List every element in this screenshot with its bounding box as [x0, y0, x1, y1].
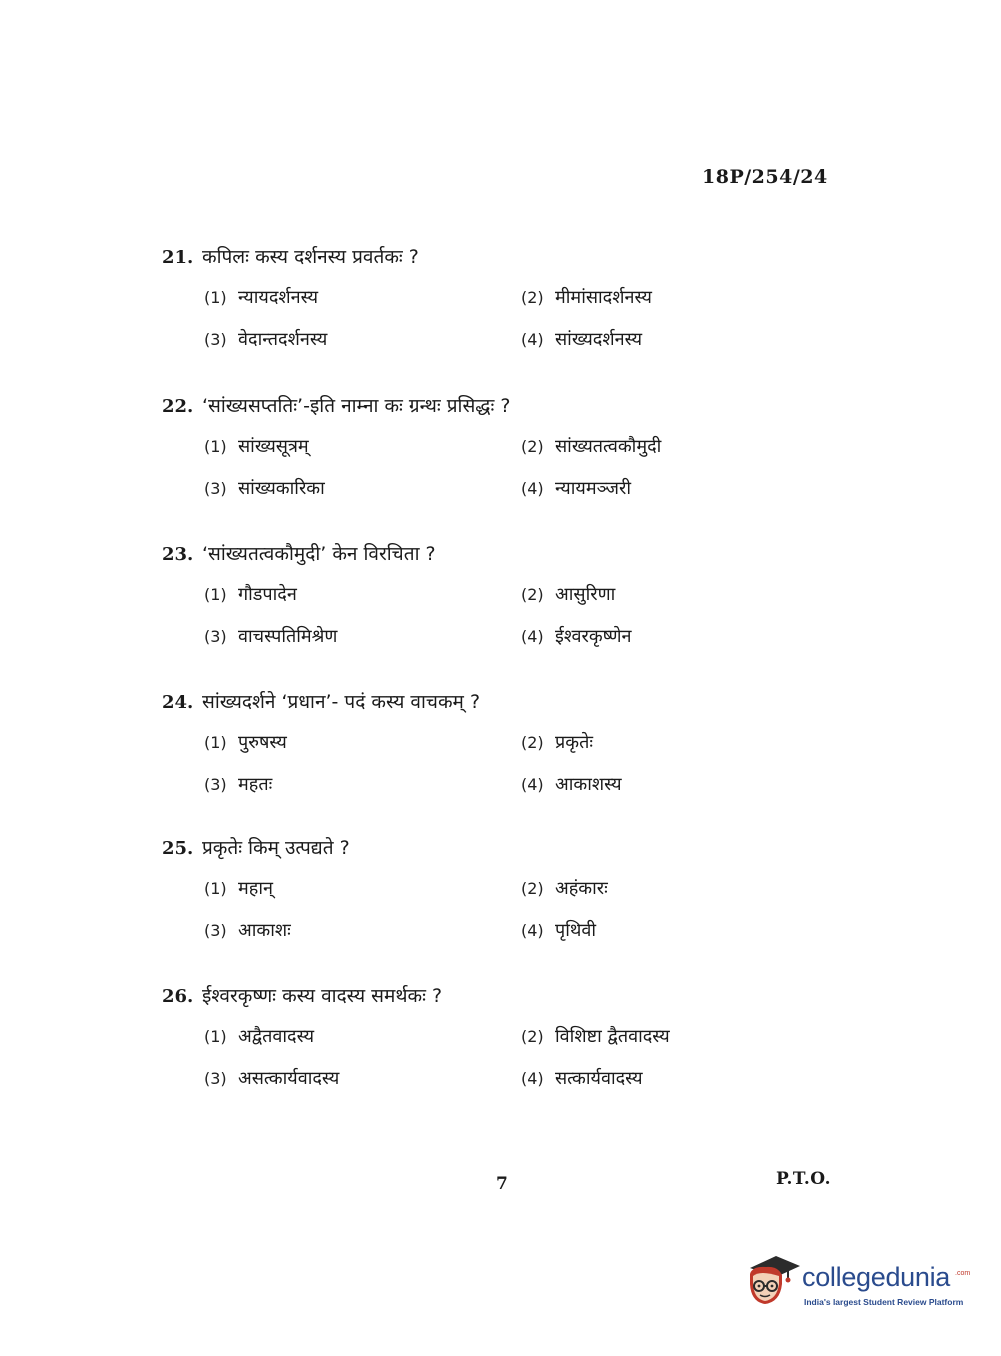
question-text: ‘सांख्यसप्ततिः’-इति नाम्ना कः ग्रन्थः प्रसिद्धः ? — [202, 395, 511, 417]
option: (4) आकाशस्य — [521, 774, 622, 795]
question-26 — [162, 982, 862, 1096]
option: (4) ईश्वरकृष्णेन — [521, 626, 632, 647]
paper-code: 18P/254/24 — [702, 166, 828, 188]
question-text: कपिलः कस्य दर्शनस्य प्रवर्तकः ? — [202, 246, 419, 268]
question-23 — [162, 540, 862, 654]
option: (1) सांख्यसूत्रम् — [204, 436, 309, 457]
option: (3) असत्कार्यवादस्य — [204, 1068, 340, 1089]
option: (1) अद्वैतवादस्य — [204, 1026, 315, 1047]
question-21 — [162, 243, 862, 357]
question-24 — [162, 688, 862, 802]
option: (4) सांख्यदर्शनस्य — [521, 329, 643, 350]
question-25 — [162, 834, 862, 948]
option: (1) न्यायदर्शनस्य — [204, 287, 319, 308]
mascot-logo-icon — [742, 1250, 800, 1312]
option: (2) आसुरिणा — [521, 584, 616, 605]
option: (2) मीमांसादर्शनस्य — [521, 287, 652, 308]
option: (2) सांख्यतत्वकौमुदी — [521, 436, 662, 457]
option: (3) आकाशः — [204, 920, 291, 941]
option: (3) वाचस्पतिमिश्रेण — [204, 626, 338, 647]
option: (1) पुरुषस्य — [204, 732, 287, 753]
question-22 — [162, 392, 862, 506]
option: (3) महतः — [204, 774, 273, 795]
page-number: 7 — [496, 1174, 508, 1194]
option: (1) गौडपादेन — [204, 584, 297, 605]
option: (4) सत्कार्यवादस्य — [521, 1068, 643, 1089]
question-text: प्रकृतेः किम् उत्पद्यते ? — [202, 837, 350, 859]
option: (4) पृथिवी — [521, 920, 597, 941]
brand-suffix: .com — [955, 1270, 971, 1277]
question-number: 24. — [162, 692, 194, 713]
option: (3) वेदान्तदर्शनस्य — [204, 329, 328, 350]
option: (3) सांख्यकारिका — [204, 478, 325, 499]
option: (1) महान् — [204, 878, 273, 899]
brand-name: collegedunia — [802, 1262, 951, 1292]
question-number: 23. — [162, 544, 194, 565]
question-number: 26. — [162, 986, 194, 1007]
question-number: 21. — [162, 247, 194, 268]
question-text: सांख्यदर्शने ‘प्रधान’- पदं कस्य वाचकम् ? — [202, 691, 481, 713]
option: (2) विशिष्टा द्वैतवादस्य — [521, 1026, 670, 1047]
question-number: 25. — [162, 838, 194, 859]
option: (2) अहंकारः — [521, 878, 608, 899]
question-text: ईश्वरकृष्णः कस्य वादस्य समर्थकः ? — [202, 985, 443, 1007]
brand-tagline: India's largest Student Review Platform — [804, 1297, 964, 1307]
question-number: 22. — [162, 396, 194, 417]
pto-label: P.T.O. — [776, 1169, 831, 1189]
option: (2) प्रकृतेः — [521, 732, 593, 753]
question-text: ‘सांख्यतत्वकौमुदी’ केन विरचिता ? — [202, 543, 436, 565]
option: (4) न्यायमञ्जरी — [521, 478, 631, 499]
collegedunia-watermark — [742, 1250, 972, 1314]
